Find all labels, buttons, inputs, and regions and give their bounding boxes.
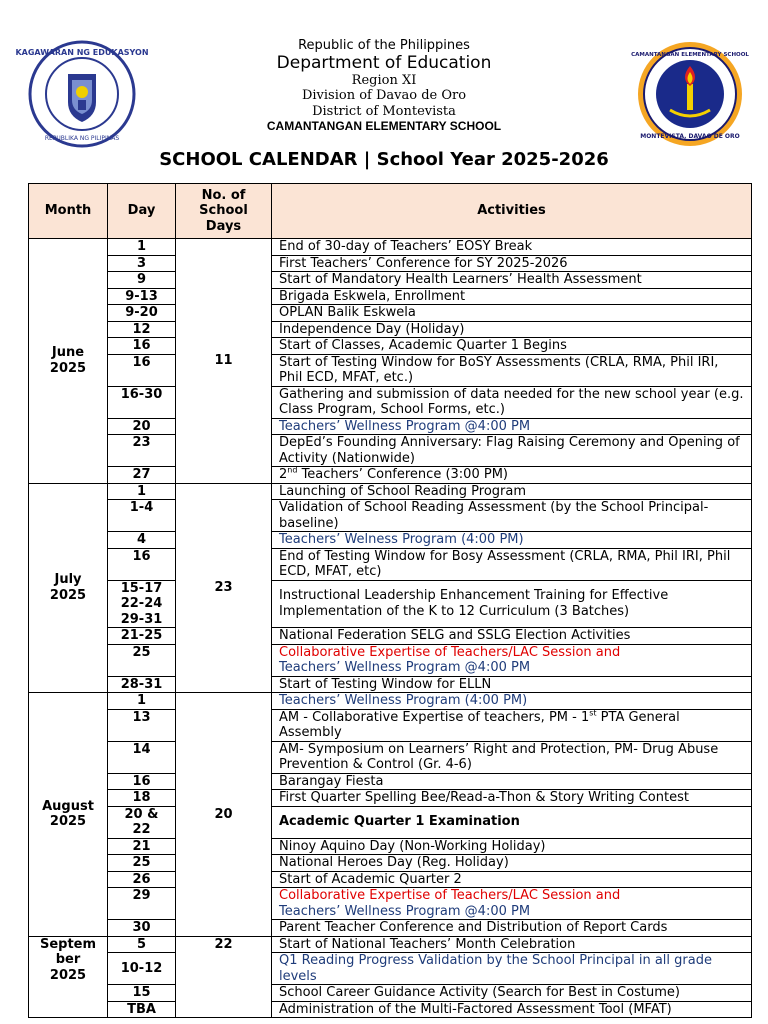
table-row [29, 628, 752, 645]
table-row [29, 467, 752, 484]
activity-text-red: Collaborative Expertise of Teachers/LAC Session and [279, 644, 621, 660]
svg-text:MONTEVISTA, DAVAO DE ORO: MONTEVISTA, DAVAO DE ORO [640, 133, 740, 140]
table-row [29, 855, 752, 872]
day-cell: 10-12 [108, 953, 176, 985]
table-row [29, 500, 752, 532]
activity-cell [272, 644, 752, 676]
activity-text-red: Collaborative Expertise of Teachers/LAC Session and [279, 888, 621, 903]
day-cell: 16 [108, 773, 176, 790]
activity-text: PTA General Assembly [279, 709, 680, 740]
month-year: 2025 [49, 967, 87, 983]
activity-cell: Start of Academic Quarter 2 [272, 871, 752, 888]
school-calendar-table [28, 183, 752, 1018]
school-days-header-line: School [199, 203, 248, 219]
day-cell: 15 [108, 985, 176, 1002]
month-header: Month [29, 184, 108, 239]
table-row [29, 676, 752, 693]
activity-text: Teachers’ Conference (3:00 PM) [297, 467, 508, 482]
table-row [29, 386, 752, 418]
school-days-header-line: No. of [201, 187, 246, 203]
day-cell: 21 [108, 838, 176, 855]
activity-cell: Teachers’ Welness Program (4:00 PM) [272, 532, 752, 549]
day-cell: 27 [108, 467, 176, 484]
activity-cell: Start of National Teachers’ Month Celebration [272, 936, 752, 953]
day-cell: 9 [108, 272, 176, 289]
table-row [29, 272, 752, 289]
activity-cell: Administration of the Multi-Factored Assessment Tool (MFAT) [272, 1001, 752, 1018]
day-cell: 16 [108, 338, 176, 355]
day-cell: 30 [108, 920, 176, 937]
activity-cell: Gathering and submission of data needed for the new school year (e.g. Class Program, School Forms, etc.) [272, 386, 752, 418]
activity-text-blue: Teachers’ Wellness Program @4:00 PM [279, 660, 531, 675]
day-cell: 1 [108, 693, 176, 710]
day-cell: 25 [108, 644, 176, 676]
table-row [29, 288, 752, 305]
activity-cell: Validation of School Reading Assessment (by the School Principal-baseline) [272, 500, 752, 532]
day-line: 29-31 [120, 611, 163, 627]
republic-line: Republic of the Philippines [298, 38, 470, 53]
table-row [29, 1001, 752, 1018]
table-row [29, 936, 752, 953]
activity-cell: Academic Quarter 1 Examination [272, 806, 752, 838]
table-row [29, 790, 752, 807]
day-cell: 16-30 [108, 386, 176, 418]
document-header [0, 0, 768, 180]
day-line: 15-17 [120, 580, 163, 596]
page-title: SCHOOL CALENDAR | School Year 2025-2026 [159, 149, 609, 170]
table-row [29, 888, 752, 920]
activity-cell [272, 888, 752, 920]
day-cell: 3 [108, 255, 176, 272]
school-days-cell: 20 [176, 693, 272, 937]
table-row [29, 532, 752, 549]
activity-cell: Teachers’ Wellness Program @4:00 PM [272, 418, 752, 435]
day-cell: 29 [108, 888, 176, 920]
division-line: Division of Davao de Oro [301, 88, 467, 103]
department-name: Department of Education [276, 53, 492, 73]
activity-text-blue: Teachers’ Wellness Program @4:00 PM [279, 903, 531, 919]
activity-cell: Q1 Reading Progress Validation by the School Principal in all grade levels [272, 953, 752, 985]
month-label: ber [55, 952, 81, 967]
day-cell: 18 [108, 790, 176, 807]
table-row [29, 548, 752, 580]
activity-cell: National Federation SELG and SSLG Election Activities [272, 628, 752, 645]
district-line: District of Montevista [312, 104, 456, 119]
day-header: Day [108, 184, 176, 239]
activity-cell: Brigada Eskwela, Enrollment [272, 288, 752, 305]
day-cell: 12 [108, 321, 176, 338]
activity-cell: Start of Mandatory Health Learners’ Health Assessment [272, 272, 752, 289]
activity-cell: Parent Teacher Conference and Distribution of Report Cards [272, 920, 752, 937]
ordinal-suffix: nd [287, 465, 298, 475]
day-cell: 13 [108, 709, 176, 741]
activity-cell: End of 30-day of Teachers’ EOSY Break [272, 239, 752, 256]
svg-text:KAGAWARAN NG EDUKASYON: KAGAWARAN NG EDUKASYON [15, 48, 149, 57]
month-label: July [54, 572, 82, 588]
day-cell: 20 [108, 418, 176, 435]
month-cell-july [29, 483, 108, 693]
activity-cell: National Heroes Day (Reg. Holiday) [272, 855, 752, 872]
day-cell: 1-4 [108, 500, 176, 532]
day-cell: 1 [108, 239, 176, 256]
day-line: 22 [132, 822, 151, 837]
day-cell: TBA [108, 1001, 176, 1018]
table-row [29, 338, 752, 355]
region-line: Region XI [351, 73, 417, 88]
activity-cell: AM- Symposium on Learners’ Right and Protection, PM- Drug Abuse Prevention & Control (Gr. 4-6) [272, 741, 752, 773]
activity-cell: Instructional Leadership Enhancement Training for Effective Implementation of the K to 12 Curriculum (3 Batches) [272, 580, 752, 628]
activity-cell: Independence Day (Holiday) [272, 321, 752, 338]
activity-cell: Launching of School Reading Program [272, 483, 752, 500]
activity-cell [272, 709, 752, 741]
activity-cell: DepEd’s Founding Anniversary: Flag Raising Ceremony and Opening of Activity (Nationwide) [272, 435, 752, 467]
table-row [29, 773, 752, 790]
activity-cell: School Career Guidance Activity (Search for Best in Costume) [272, 985, 752, 1002]
svg-text:CAMANTANGAN ELEMENTARY SCHOOL: CAMANTANGAN ELEMENTARY SCHOOL [631, 52, 749, 58]
activity-text: AM - Collaborative Expertise of teachers, PM - 1 [279, 709, 590, 725]
table-row [29, 806, 752, 838]
activity-cell: Ninoy Aquino Day (Non-Working Holiday) [272, 838, 752, 855]
school-days-cell: 11 [176, 239, 272, 484]
day-cell: 14 [108, 741, 176, 773]
school-days-cell: 22 [176, 936, 272, 1018]
day-cell: 5 [108, 936, 176, 953]
table-row [29, 693, 752, 710]
activity-cell: First Teachers’ Conference for SY 2025-2026 [272, 255, 752, 272]
activities-header: Activities [272, 184, 752, 239]
day-cell: 1 [108, 483, 176, 500]
day-cell: 9-20 [108, 305, 176, 322]
month-year: 2025 [49, 360, 87, 376]
table-row [29, 321, 752, 338]
day-cell [108, 580, 176, 628]
table-row [29, 920, 752, 937]
school-seal-icon [631, 40, 749, 148]
table-row [29, 580, 752, 628]
table-row [29, 985, 752, 1002]
month-label: June [51, 345, 85, 361]
table-row [29, 354, 752, 386]
activity-cell [272, 467, 752, 484]
month-label: August [42, 798, 94, 814]
activity-cell: End of Testing Window for Bosy Assessment (CRLA, RMA, Phil IRI, Phil ECD, MFAT, etc) [272, 548, 752, 580]
day-cell: 4 [108, 532, 176, 549]
activity-cell: OPLAN Balik Eskwela [272, 305, 752, 322]
activity-cell: Start of Classes, Academic Quarter 1 Begins [272, 338, 752, 355]
table-row [29, 741, 752, 773]
day-cell: 26 [108, 871, 176, 888]
month-year: 2025 [49, 814, 87, 830]
month-cell-june [29, 239, 108, 484]
month-cell-august [29, 693, 108, 937]
table-row [29, 644, 752, 676]
table-row [29, 838, 752, 855]
day-line: 20 & [124, 806, 159, 822]
day-line: 22-24 [120, 596, 163, 611]
activity-cell: Barangay Fiesta [272, 773, 752, 790]
table-row [29, 709, 752, 741]
activity-cell: First Quarter Spelling Bee/Read-a-Thon & Story Writing Contest [272, 790, 752, 807]
day-cell: 28-31 [108, 676, 176, 693]
table-row [29, 255, 752, 272]
activity-text: 2 [279, 467, 288, 482]
day-cell: 23 [108, 435, 176, 467]
day-cell: 16 [108, 548, 176, 580]
table-row [29, 418, 752, 435]
school-days-header-line: Days [205, 218, 242, 234]
svg-text:REPUBLIKA NG PILIPINAS: REPUBLIKA NG PILIPINAS [44, 135, 120, 142]
day-cell: 16 [108, 354, 176, 386]
school-days-header [176, 184, 272, 239]
school-days-cell: 23 [176, 483, 272, 693]
day-cell: 25 [108, 855, 176, 872]
table-row [29, 871, 752, 888]
day-cell: 21-25 [108, 628, 176, 645]
activity-cell: Start of Testing Window for BoSY Assessments (CRLA, RMA, Phil IRI, Phil ECD, MFAT, etc.) [272, 354, 752, 386]
day-cell: 9-13 [108, 288, 176, 305]
month-label: Septem [39, 936, 97, 952]
activity-cell: Teachers’ Wellness Program (4:00 PM) [272, 693, 752, 710]
table-header-row [29, 184, 752, 239]
table-row [29, 239, 752, 256]
table-row [29, 483, 752, 500]
month-cell-september [29, 936, 108, 1018]
activity-cell: Start of Testing Window for ELLN [272, 676, 752, 693]
school-name: CAMANTANGAN ELEMENTARY SCHOOL [266, 119, 502, 133]
day-cell [108, 806, 176, 838]
ordinal-suffix: st [589, 708, 597, 718]
table-row [29, 953, 752, 985]
table-row [29, 305, 752, 322]
table-row [29, 435, 752, 467]
month-year: 2025 [49, 587, 87, 603]
